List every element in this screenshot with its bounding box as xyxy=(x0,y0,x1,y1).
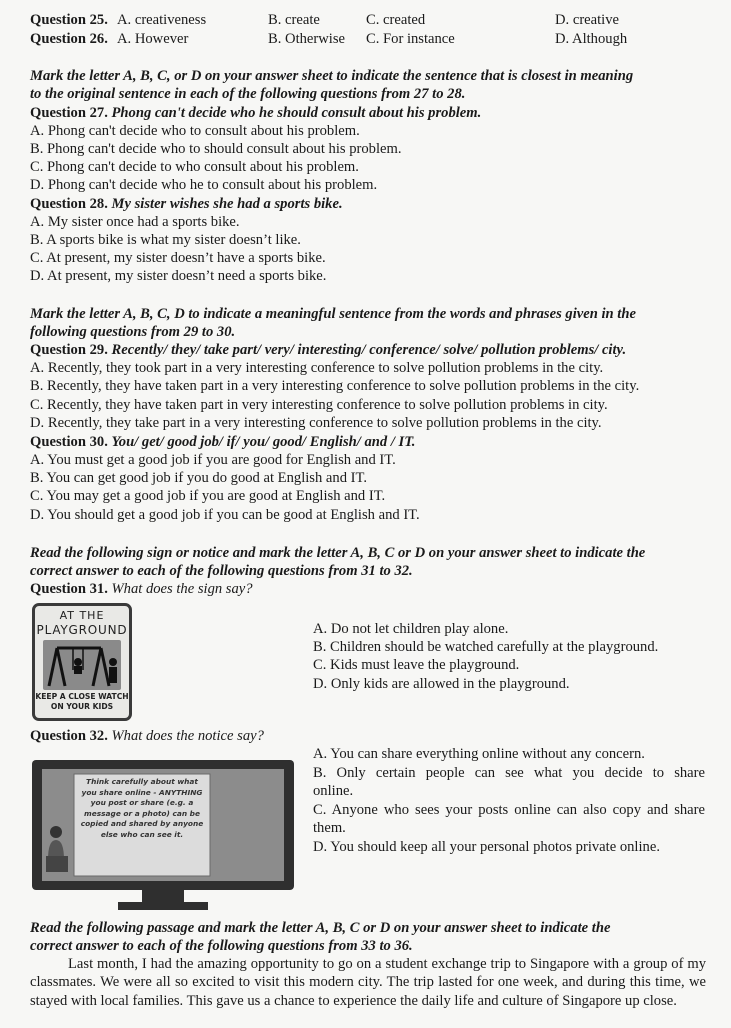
question-31 xyxy=(30,580,253,598)
q26-option-c: C. For instance xyxy=(366,31,455,47)
question-32 xyxy=(30,727,264,745)
section-instruction-33-36: Read the following passage and mark the letter A, B, C or D on your answer sheet to indicate the xyxy=(30,920,611,936)
q30-option-c: C. You may get a good job if you are good at English and IT. xyxy=(30,488,386,504)
sign-caption-1: KEEP A CLOSE WATCH xyxy=(35,692,129,701)
q29-prompt: Recently/ they/ take part/ very/ interesting/ conference/ solve/ pollution problems/ city. xyxy=(111,342,627,358)
q32-label: Question 32. xyxy=(30,728,108,744)
q27-label: Question 27. xyxy=(30,105,108,121)
q27-prompt: Phong can't decide who he should consult about his problem. xyxy=(111,105,482,121)
q28-option-d: D. At present, my sister doesn’t need a sports bike. xyxy=(30,268,327,284)
q28-option-c: C. At present, my sister doesn’t have a sports bike. xyxy=(30,250,326,266)
q29-option-b: B. Recently, they have taken part in a very interesting conference to solve pollution problems in the city. xyxy=(30,378,640,394)
q29-option-a: A. Recently, they took part in a very interesting conference to solve pollution problems in the city. xyxy=(30,360,604,376)
q30-option-a: A. You must get a good job if you are good for English and IT. xyxy=(30,452,396,468)
q31-option-a: A. Do not let children play alone. xyxy=(313,621,509,637)
section-instruction-33-36-cont: correct answer to each of the following questions from 33 to 36. xyxy=(30,938,413,954)
question-29 xyxy=(30,341,626,359)
q29-option-c: C. Recently, they have taken part in very interesting conference to solve pollution problems in city. xyxy=(30,397,608,413)
q28-label: Question 28. xyxy=(30,196,108,212)
q31-prompt: What does the sign say? xyxy=(111,581,253,597)
section-instruction-27-28-cont: to the original sentence in each of the following questions from 27 to 28. xyxy=(30,86,466,102)
q28-option-b: B. A sports bike is what my sister doesn’t like. xyxy=(30,232,301,248)
q25-option-c: C. created xyxy=(366,12,426,28)
q31-option-b: B. Children should be watched carefully at the playground. xyxy=(313,639,659,655)
question-30 xyxy=(30,433,415,451)
section-instruction-27-28: Mark the letter A, B, C, or D on your answer sheet to indicate the sentence that is closest in meaning xyxy=(30,68,634,84)
q31-option-c: C. Kids must leave the playground. xyxy=(313,657,520,673)
q32-prompt: What does the notice say? xyxy=(111,728,264,744)
question-27 xyxy=(30,104,481,122)
q31-option-d: D. Only kids are allowed in the playground. xyxy=(313,676,570,692)
q28-prompt: My sister wishes she had a sports bike. xyxy=(111,196,343,212)
sign-line-1: AT THE xyxy=(59,609,105,622)
q30-option-b: B. You can get good job if you do good at English and IT. xyxy=(30,470,367,486)
q32-option-b: B. Only certain people can see what you decide to share online. xyxy=(313,765,705,800)
section-instruction-31-32-cont: correct answer to each of the following questions from 31 to 32. xyxy=(30,563,413,579)
section-instruction-29-30-cont: following questions from 29 to 30. xyxy=(30,324,236,340)
reading-passage: Last month, I had the amazing opportunity to go on a student exchange trip to Singapore with a group of my classmates. We were all so excited to visit this modern city. The trip lasted for one week, and during this time, we stayed with local families. This gave us a chance to experience the daily life and culture of Singapore up close. xyxy=(30,956,706,1009)
sign-caption-2: ON YOUR KIDS xyxy=(50,701,114,711)
notice-text: Think carefully about what you share online - ANYTHING you post or share (e.g. a message or a photo) can be copied and shared by anyone else who can see it. xyxy=(80,777,204,839)
q30-prompt: You/ get/ good job/ if/ you/ good/ English/ and / IT. xyxy=(111,434,416,450)
q31-label: Question 31. xyxy=(30,581,108,597)
q27-option-b: B. Phong can't decide who to should consult about his problem. xyxy=(30,141,402,157)
question-28 xyxy=(30,195,343,213)
q29-option-d: D. Recently, they take part in a very interesting conference to solve pollution problems in the city. xyxy=(30,415,602,431)
q27-option-d: D. Phong can't decide who he to consult about his problem. xyxy=(30,177,378,193)
sign-line-3 xyxy=(35,692,129,711)
sign-line-2: PLAYGROUND xyxy=(36,623,128,637)
playground-swing-icon xyxy=(43,640,121,690)
q26-option-d: D. Although xyxy=(555,31,628,47)
q25-option-a: A. creativeness xyxy=(117,12,207,28)
q27-option-c: C. Phong can't decide to who consult about his problem. xyxy=(30,159,359,175)
q32-option-a: A. You can share everything online without any concern. xyxy=(313,746,645,762)
q30-label: Question 30. xyxy=(30,434,108,450)
q26-option-b: B. Otherwise xyxy=(268,31,346,47)
q30-option-d: D. You should get a good job if you can be good at English and IT. xyxy=(30,507,420,523)
q25-label: Question 25. xyxy=(30,12,108,28)
q25-option-d: D. creative xyxy=(555,12,620,28)
q32-option-d: D. You should keep all your personal photos private online. xyxy=(313,839,660,855)
playground-sign xyxy=(32,603,132,721)
q26-label: Question 26. xyxy=(30,31,108,47)
section-instruction-29-30: Mark the letter A, B, C, D to indicate a meaningful sentence from the words and phrases given in the xyxy=(30,306,636,322)
q27-option-a: A. Phong can't decide who to consult about his problem. xyxy=(30,123,360,139)
section-instruction-31-32: Read the following sign or notice and mark the letter A, B, C or D on your answer sheet to indicate the xyxy=(30,545,646,561)
q32-option-c: C. Anyone who sees your posts online can also copy and share them. xyxy=(313,802,705,837)
q29-label: Question 29. xyxy=(30,342,108,358)
q28-option-a: A. My sister once had a sports bike. xyxy=(30,214,240,230)
q25-option-b: B. create xyxy=(268,12,320,28)
q26-option-a: A. However xyxy=(117,31,189,47)
